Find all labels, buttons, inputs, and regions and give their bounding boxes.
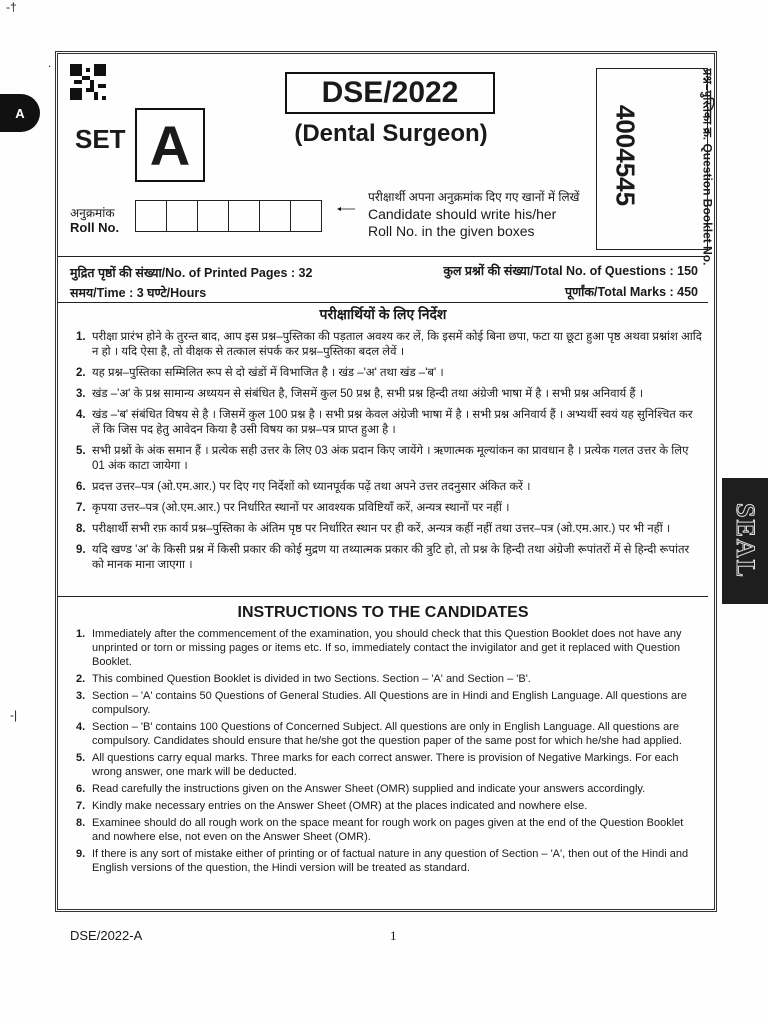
divider	[58, 302, 708, 303]
list-item: 8. परीक्षार्थी सभी रफ़ कार्य प्रश्न–पुस्तिका के अंतिम पृष्ठ पर निर्धारित स्थान पर ही करें, अन्यत्र कहीं नहीं तथा उत्तर–पत्र (ओ.एम.आर.) पर भी नहीं ।	[76, 523, 671, 535]
booklet-number: 4004545	[610, 104, 641, 207]
seal-tab	[722, 478, 768, 604]
roll-number-boxes[interactable]	[135, 200, 322, 232]
seal-label: SEAL	[731, 503, 761, 579]
list-item: 4. खंड –'ब' संबंधित विषय से है । जिसमें कुल 100 प्रश्न है । सभी प्रश्न केवल अंग्रेजी भाषा में है । सभी प्रश्न अनिवार्य हैं । अभ्यर्थी स्वयं यह सुनिश्चित कर लें कि जिस पद हेतु आवेदन किया है उसी विषय का प्रश्न–पत्र प्राप्त हुआ है ।	[76, 409, 693, 436]
roll-digit-box[interactable]	[291, 201, 321, 231]
time-allowed: समय/Time : 3 घण्टे/Hours	[70, 286, 207, 300]
scan-mark: -|	[10, 708, 18, 722]
arrow-left-icon	[328, 207, 364, 211]
total-questions: कुल प्रश्नों की संख्या/Total No. of Questions : 150	[443, 264, 698, 278]
roll-note-hindi: परीक्षार्थी अपना अनुक्रमांक दिए गए खानों में लिखें	[368, 190, 580, 204]
divider	[58, 596, 708, 597]
roll-digit-box[interactable]	[229, 201, 260, 231]
scan-mark: .	[48, 56, 52, 70]
roll-note-line-1: Candidate should write his/her	[368, 206, 557, 222]
english-instructions-list	[76, 627, 704, 878]
list-item: 4. Section – 'B' contains 100 Questions of Concerned Subject. All questions are only in English Language. All questions are compulsory. Candidates should ensure that he/she got the question paper of the same post for which he/she had applied.	[76, 721, 682, 747]
exam-code: DSE/2022	[285, 72, 495, 114]
list-item: 7. कृपया उत्तर–पत्र (ओ.एम.आर.) पर निर्धारित स्थानों पर आवश्यक प्रविष्टियाँ करें, अन्यत्र स्थानों पर नहीं ।	[76, 502, 510, 514]
roll-digit-box[interactable]	[260, 201, 291, 231]
booklet-label: प्रश्न–पुस्तिका क्र. Question Booklet No.	[700, 68, 715, 266]
list-item: 2. This combined Question Booklet is divided in two Sections. Section – 'A' and Section – 'B'.	[76, 673, 531, 685]
roll-digit-box[interactable]	[136, 201, 167, 231]
roll-instruction	[368, 189, 579, 240]
hindi-instructions-heading: परीक्षार्थियों के लिए निर्देश	[319, 306, 447, 322]
list-item: 7. Kindly make necessary entries on the Answer Sheet (OMR) at the places indicated and nowhere else.	[76, 800, 588, 812]
english-instructions-heading: INSTRUCTIONS TO THE CANDIDATES	[237, 604, 529, 621]
list-item: 6. प्रदत्त उत्तर–पत्र (ओ.एम.आर.) पर दिए गए निर्देशों को ध्यानपूर्वक पढ़ें तथा अपने उत्तर तदनुसार अंकित करें ।	[76, 481, 531, 493]
roll-label-hindi: अनुक्रमांक	[70, 206, 115, 220]
hindi-instructions-list	[76, 330, 702, 579]
roll-digit-box[interactable]	[167, 201, 198, 231]
side-tab-a: A	[0, 94, 40, 132]
list-item: 5. All questions carry equal marks. Three marks for each correct answer. There is provision of Negative Markings. For each wrong answer, one mark will be deducted.	[76, 752, 679, 778]
set-value: A	[135, 108, 205, 182]
page-number: 1	[390, 928, 397, 943]
list-item: 2. यह प्रश्न–पुस्तिका सम्मिलित रूप से दो खंडों में विभाजित है । खंड –'अ' तथा खंड –'ब' ।	[76, 367, 444, 379]
list-item: 1. Immediately after the commencement of the examination, you should check that this Question Booklet does not have any unprinted or torn or missing pages or items etc. If so, immediately contact the invigilator and get it replaced with Question Booklet.	[76, 628, 682, 668]
footer-code: DSE/2022-A	[70, 928, 143, 943]
list-item: 9. If there is any sort of mistake either of printing or of factual nature in any question of Section – 'A', then out of the Hindi and English versions of the question, the Hindi version will be treated as standard.	[76, 848, 689, 874]
roll-digit-box[interactable]	[198, 201, 229, 231]
roll-label: Roll No.	[70, 220, 120, 235]
list-item: 8. Examinee should do all rough work on the space meant for rough work on pages given at the end of the Question Booklet and nowhere else, not even on the Answer Sheet (OMR).	[76, 817, 684, 843]
divider	[58, 256, 708, 257]
set-label: SET	[75, 124, 126, 154]
list-item: 5. सभी प्रश्नों के अंक समान हैं । प्रत्येक सही उत्तर के लिए 03 अंक प्रदान किए जायेंगे । ऋणात्मक मूल्यांकन का प्रावधान है । प्रत्येक गलत उत्तर के लिए 01 अंक काटा जायेगा ।	[76, 445, 689, 472]
list-item: 1. परीक्षा प्रारंभ होने के तुरन्त बाद, आप इस प्रश्न–पुस्तिका की पड़ताल अवश्य कर लें, कि इसमें कोई बिना छपा, फटा या छूटा हुआ पृष्ठ अथवा प्रश्नांश आदि न हो । यदि ऐसा है, तो वीक्षक से तत्काल संपर्क कर प्रश्न–पुस्तिका बदल लेवें ।	[76, 331, 702, 358]
roll-note-line-2: Roll No. in the given boxes	[368, 223, 535, 239]
list-item: 3. Section – 'A' contains 50 Questions of General Studies. All Questions are in Hindi and English Language. All questions are compulsory.	[76, 690, 687, 716]
printed-pages: मुद्रित पृष्ठों की संख्या/No. of Printed Pages : 32	[70, 266, 313, 280]
post-title: (Dental Surgeon)	[294, 120, 488, 147]
total-marks: पूर्णांक/Total Marks : 450	[565, 285, 698, 299]
list-item: 3. खंड –'अ' के प्रश्न सामान्य अध्ययन से संबंधित है, जिसमें कुल 50 प्रश्न है, सभी प्रश्न हिन्दी तथा अंग्रेजी भाषा में है । सभी प्रश्न अनिवार्य हैं ।	[76, 388, 644, 400]
qr-code-icon	[70, 64, 106, 100]
scan-mark: -†	[6, 0, 17, 14]
list-item: 9. यदि खण्ड 'अ' के किसी प्रश्न में किसी प्रकार की कोई मुद्रण या तथ्यात्मक प्रकार की त्रुटि हो, तो प्रश्न के हिन्दी तथा अंग्रेजी रूपांतरों में से हिन्दी रूपांतर को मानक माना जाएगा ।	[76, 544, 690, 571]
list-item: 6. Read carefully the instructions given on the Answer Sheet (OMR) supplied and indicate your answers accordingly.	[76, 783, 646, 795]
